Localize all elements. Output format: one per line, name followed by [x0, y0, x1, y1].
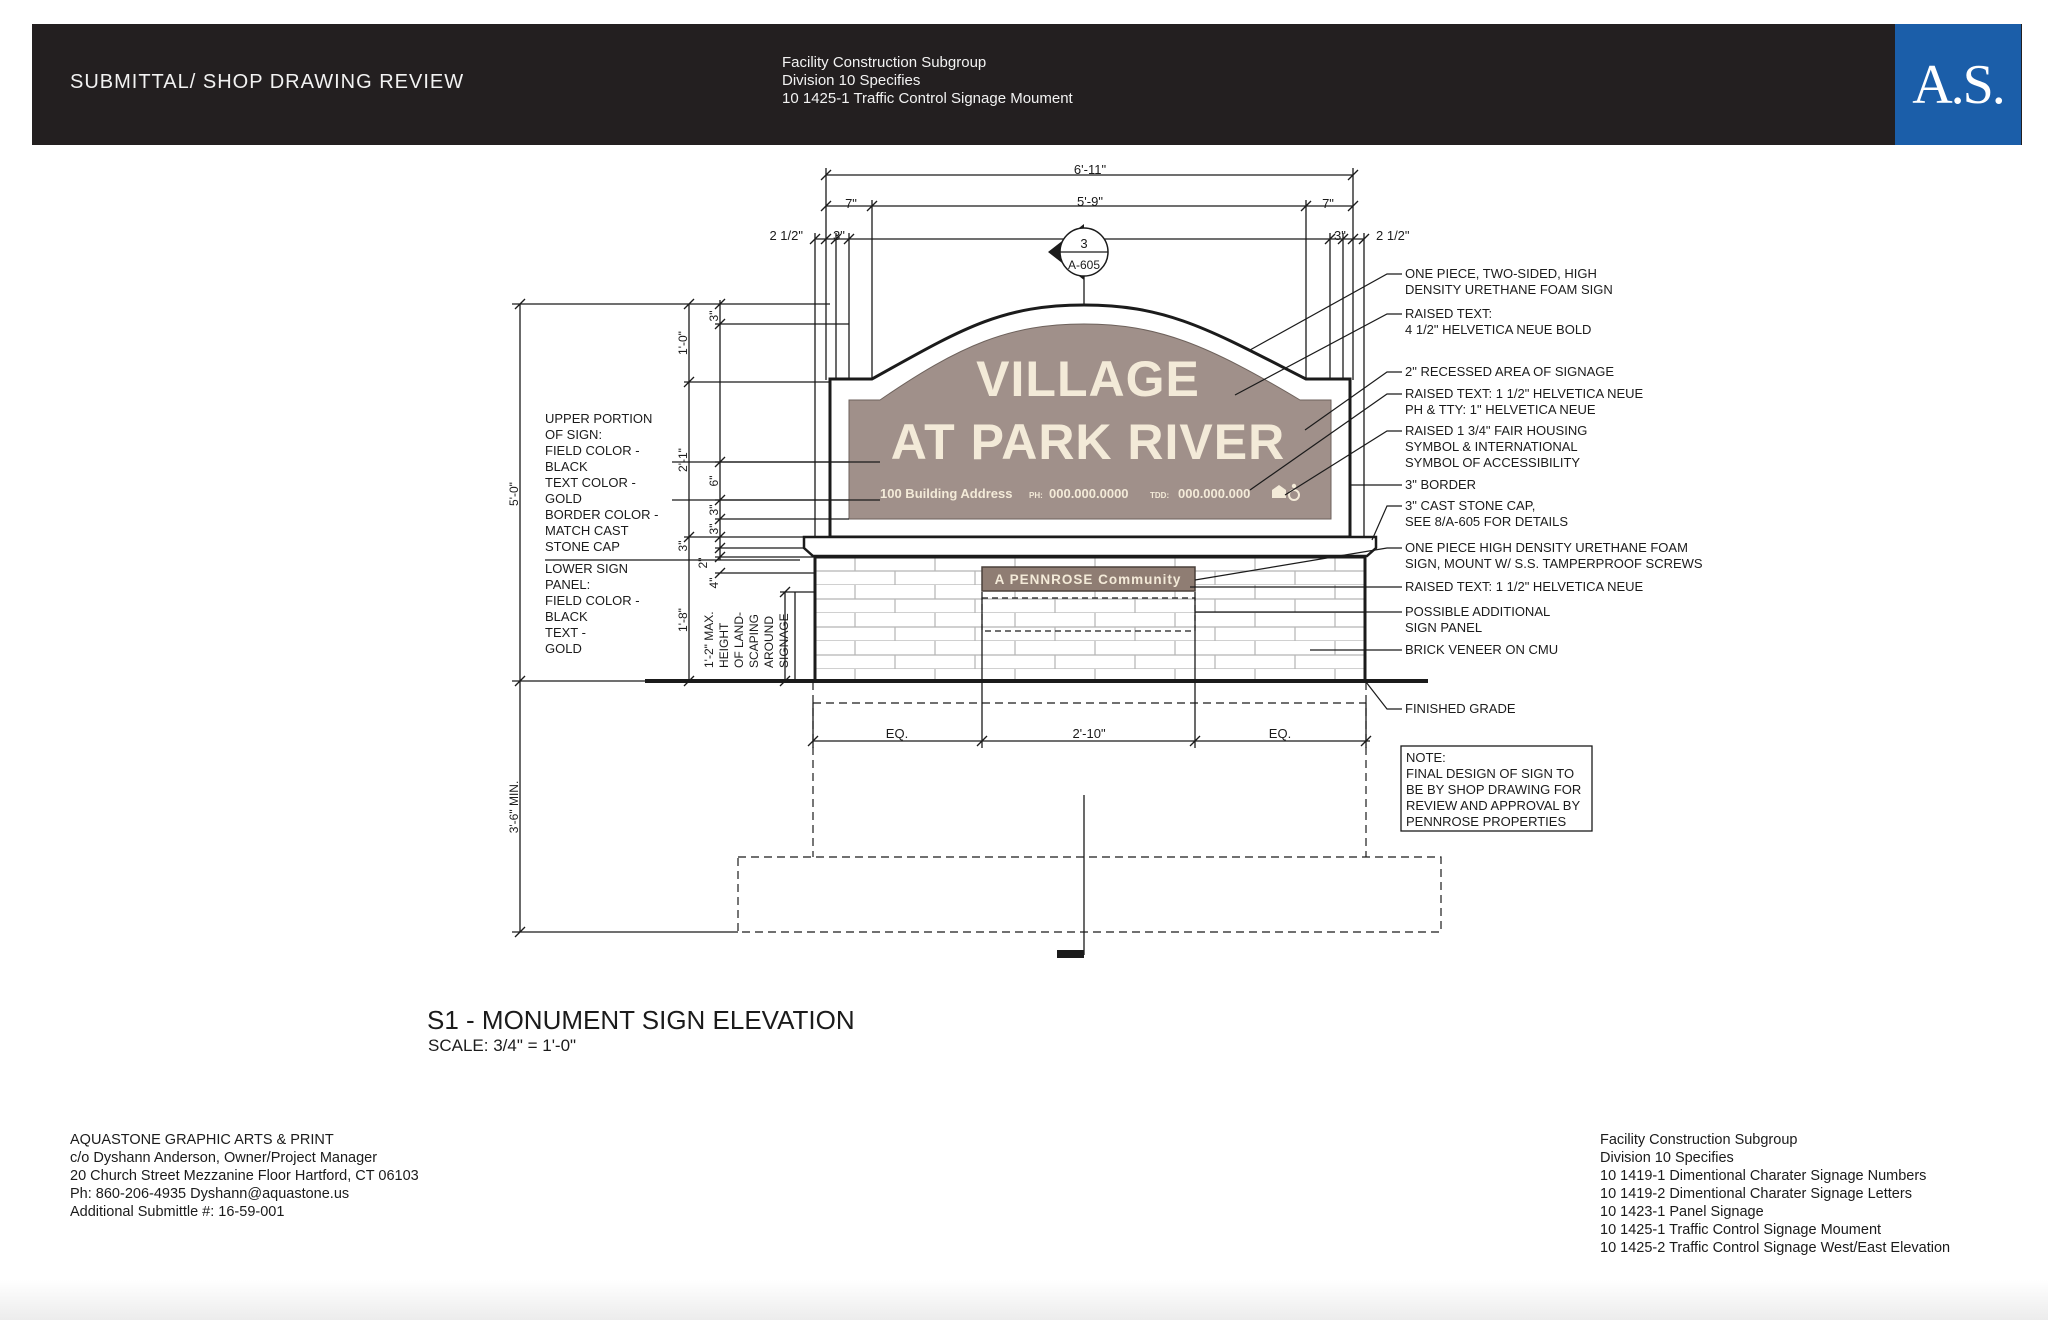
header-line-subgroup: Facility Construction Subgroup — [782, 54, 987, 71]
left-note-upper-line: FIELD COLOR - — [545, 443, 640, 458]
left-note-upper-line: UPPER PORTION — [545, 411, 653, 426]
right-note-line: PH & TTY: 1" HELVETICA NEUE — [1405, 402, 1596, 417]
drawing-title: S1 - MONUMENT SIGN ELEVATION — [427, 1005, 855, 1035]
right-note-line: ONE PIECE HIGH DENSITY URETHANE FOAM — [1405, 540, 1688, 555]
dim-upper-6: 6" — [707, 475, 721, 487]
cast-stone-cap — [804, 537, 1376, 556]
dim-lower-4: 4" — [707, 577, 721, 589]
footer-right-line: Division 10 Specifies — [1600, 1150, 1734, 1166]
dim-left-2half: 2 1/2" — [769, 228, 803, 243]
section-cut-marker — [1057, 950, 1084, 958]
dim-cap-2: 2" — [696, 557, 710, 569]
dim-below-grade: 3'-6" MIN. — [507, 780, 521, 834]
landscaping-line-4: SCAPING — [747, 613, 761, 668]
dim-upper-3a: 3" — [707, 310, 721, 322]
section-marker-number: 3 — [1080, 236, 1088, 251]
dim-upper-3c: 3" — [707, 523, 721, 535]
right-note-line: 3" BORDER — [1405, 477, 1477, 492]
right-note-line: RAISED 1 3/4" FAIR HOUSING — [1405, 423, 1588, 438]
footer-right-line: Facility Construction Subgroup — [1600, 1132, 1798, 1148]
right-note-line: ONE PIECE, TWO-SIDED, HIGH — [1405, 266, 1597, 281]
dim-right-3: 3" — [1334, 228, 1346, 243]
right-note-line: RAISED TEXT: 1 1/2" HELVETICA NEUE — [1405, 579, 1644, 594]
landscaping-line-1: 1'-2" MAX. — [702, 611, 716, 668]
dim-overall-height: 5'-0" — [507, 482, 521, 506]
footing-outline — [738, 682, 1441, 932]
right-note-line: SYMBOL OF ACCESSIBILITY — [1405, 455, 1581, 470]
left-note-lower-line: BLACK — [545, 609, 588, 624]
header-line-division: Division 10 Specifies — [782, 72, 921, 89]
sign-phone: 000.000.0000 — [1049, 486, 1129, 501]
left-note-lower-line: GOLD — [545, 641, 582, 656]
dim-upper-2-1: 2'-1" — [676, 448, 690, 472]
left-note-upper-line: STONE CAP — [545, 539, 620, 554]
note-box-line: FINAL DESIGN OF SIGN TO — [1406, 766, 1575, 781]
landscaping-line-6: SIGNAGE — [777, 613, 791, 668]
footer-right-line: 10 1425-1 Traffic Control Signage Moument — [1600, 1222, 1882, 1238]
note-box-line: PENNROSE PROPERTIES — [1406, 814, 1567, 829]
right-note-line: POSSIBLE ADDITIONAL — [1405, 604, 1551, 619]
footer-submittal-number: Additional Submittle #: 16-59-001 — [70, 1204, 285, 1220]
header-line-section: 10 1425-1 Traffic Control Signage Moument — [782, 90, 1073, 107]
dim-bottom-left: EQ. — [885, 726, 909, 741]
dim-overall-width: 6'-11" — [1073, 162, 1107, 177]
sign-tdd: 000.000.000 — [1178, 486, 1251, 501]
left-note-lower-line: PANEL: — [545, 577, 591, 592]
right-note-line: BRICK VENEER ON CMU — [1405, 642, 1559, 657]
right-note-line: SEE 8/A-605 FOR DETAILS — [1405, 514, 1569, 529]
right-note-line: RAISED TEXT: — [1405, 306, 1493, 321]
right-note-line: SIGN, MOUNT W/ S.S. TAMPERPROOF SCREWS — [1405, 556, 1703, 571]
sign-ph-label: PH: — [1029, 491, 1043, 500]
note-box-line: BE BY SHOP DRAWING FOR — [1406, 782, 1582, 797]
dim-center-width: 5'-9" — [1077, 194, 1103, 209]
dim-upper-1-0: 1'-0" — [676, 331, 690, 355]
sign-title-line1: VILLAGE — [976, 351, 1200, 407]
right-note-line: 2" RECESSED AREA OF SIGNAGE — [1405, 364, 1615, 379]
logo-text: A.S. — [1912, 53, 2004, 116]
dim-left-7: 7" — [845, 196, 857, 211]
left-note-upper-line: BLACK — [545, 459, 588, 474]
left-notes-upper — [545, 411, 658, 554]
footer-right-line: 10 1419-1 Dimentional Charater Signage Numbers — [1600, 1168, 1927, 1184]
landscaping-line-5: AROUND — [762, 615, 776, 668]
pennrose-panel-text: A PENNROSE Community — [994, 572, 1182, 587]
footer-address: 20 Church Street Mezzanine Floor Hartford, CT 06103 — [70, 1168, 419, 1184]
dim-bottom-center: 2'-10" — [1072, 726, 1106, 741]
header-title: SUBMITTAL/ SHOP DRAWING REVIEW — [70, 71, 465, 93]
dim-upper-3b: 3" — [707, 504, 721, 516]
landscaping-line-3: OF LAND- — [732, 611, 746, 668]
note-box-line: NOTE: — [1406, 750, 1446, 765]
landscaping-line-2: HEIGHT — [717, 622, 731, 668]
right-notes — [1405, 266, 1703, 716]
left-notes-lower — [545, 561, 640, 656]
right-note-line: RAISED TEXT: 1 1/2" HELVETICA NEUE — [1405, 386, 1644, 401]
left-note-upper-line: GOLD — [545, 491, 582, 506]
dim-left-3: 3" — [833, 228, 845, 243]
sign-address: 100 Building Address — [880, 486, 1013, 501]
footer-right-line: 10 1423-1 Panel Signage — [1600, 1204, 1764, 1220]
left-note-lower-line: FIELD COLOR - — [545, 593, 640, 608]
left-note-upper-line: OF SIGN: — [545, 427, 603, 442]
sign-tdd-label: TDD: — [1150, 491, 1170, 500]
footer-company-name: AQUASTONE GRAPHIC ARTS & PRINT — [70, 1132, 334, 1148]
footer-phone-email: Ph: 860-206-4935 Dyshann@aquastone.us — [70, 1186, 350, 1202]
left-note-upper-line: BORDER COLOR - — [545, 507, 659, 522]
dim-right-7: 7" — [1322, 196, 1334, 211]
right-note-line: 3" CAST STONE CAP, — [1405, 498, 1536, 513]
dim-lower-1-8: 1'-8" — [676, 608, 690, 632]
footer-right-line: 10 1425-2 Traffic Control Signage West/East Elevation — [1600, 1240, 1951, 1256]
section-marker-sheet: A-605 — [1067, 258, 1101, 272]
sign-title-line2: AT PARK RIVER — [890, 414, 1286, 470]
left-note-lower-line: TEXT - — [545, 625, 586, 640]
right-note-line: DENSITY URETHANE FOAM SIGN — [1405, 282, 1613, 297]
left-note-upper-line: TEXT COLOR - — [545, 475, 636, 490]
right-note-line: 4 1/2" HELVETICA NEUE BOLD — [1405, 322, 1592, 337]
dim-right-2half: 2 1/2" — [1376, 228, 1410, 243]
note-box-line: REVIEW AND APPROVAL BY — [1406, 798, 1581, 813]
left-note-upper-line: MATCH CAST — [545, 523, 629, 538]
footer-right-line: 10 1419-2 Dimentional Charater Signage Letters — [1600, 1186, 1912, 1202]
right-note-line: SYMBOL & INTERNATIONAL — [1405, 439, 1578, 454]
dim-cap-3: 3" — [676, 540, 690, 552]
right-note-line: SIGN PANEL — [1405, 620, 1483, 635]
dim-bottom-right: EQ. — [1268, 726, 1292, 741]
footer-contact: c/o Dyshann Anderson, Owner/Project Manager — [70, 1150, 378, 1166]
right-note-line: FINISHED GRADE — [1405, 701, 1516, 716]
drawing-scale: SCALE: 3/4" = 1'-0" — [428, 1036, 577, 1055]
left-note-lower-line: LOWER SIGN — [545, 561, 629, 576]
